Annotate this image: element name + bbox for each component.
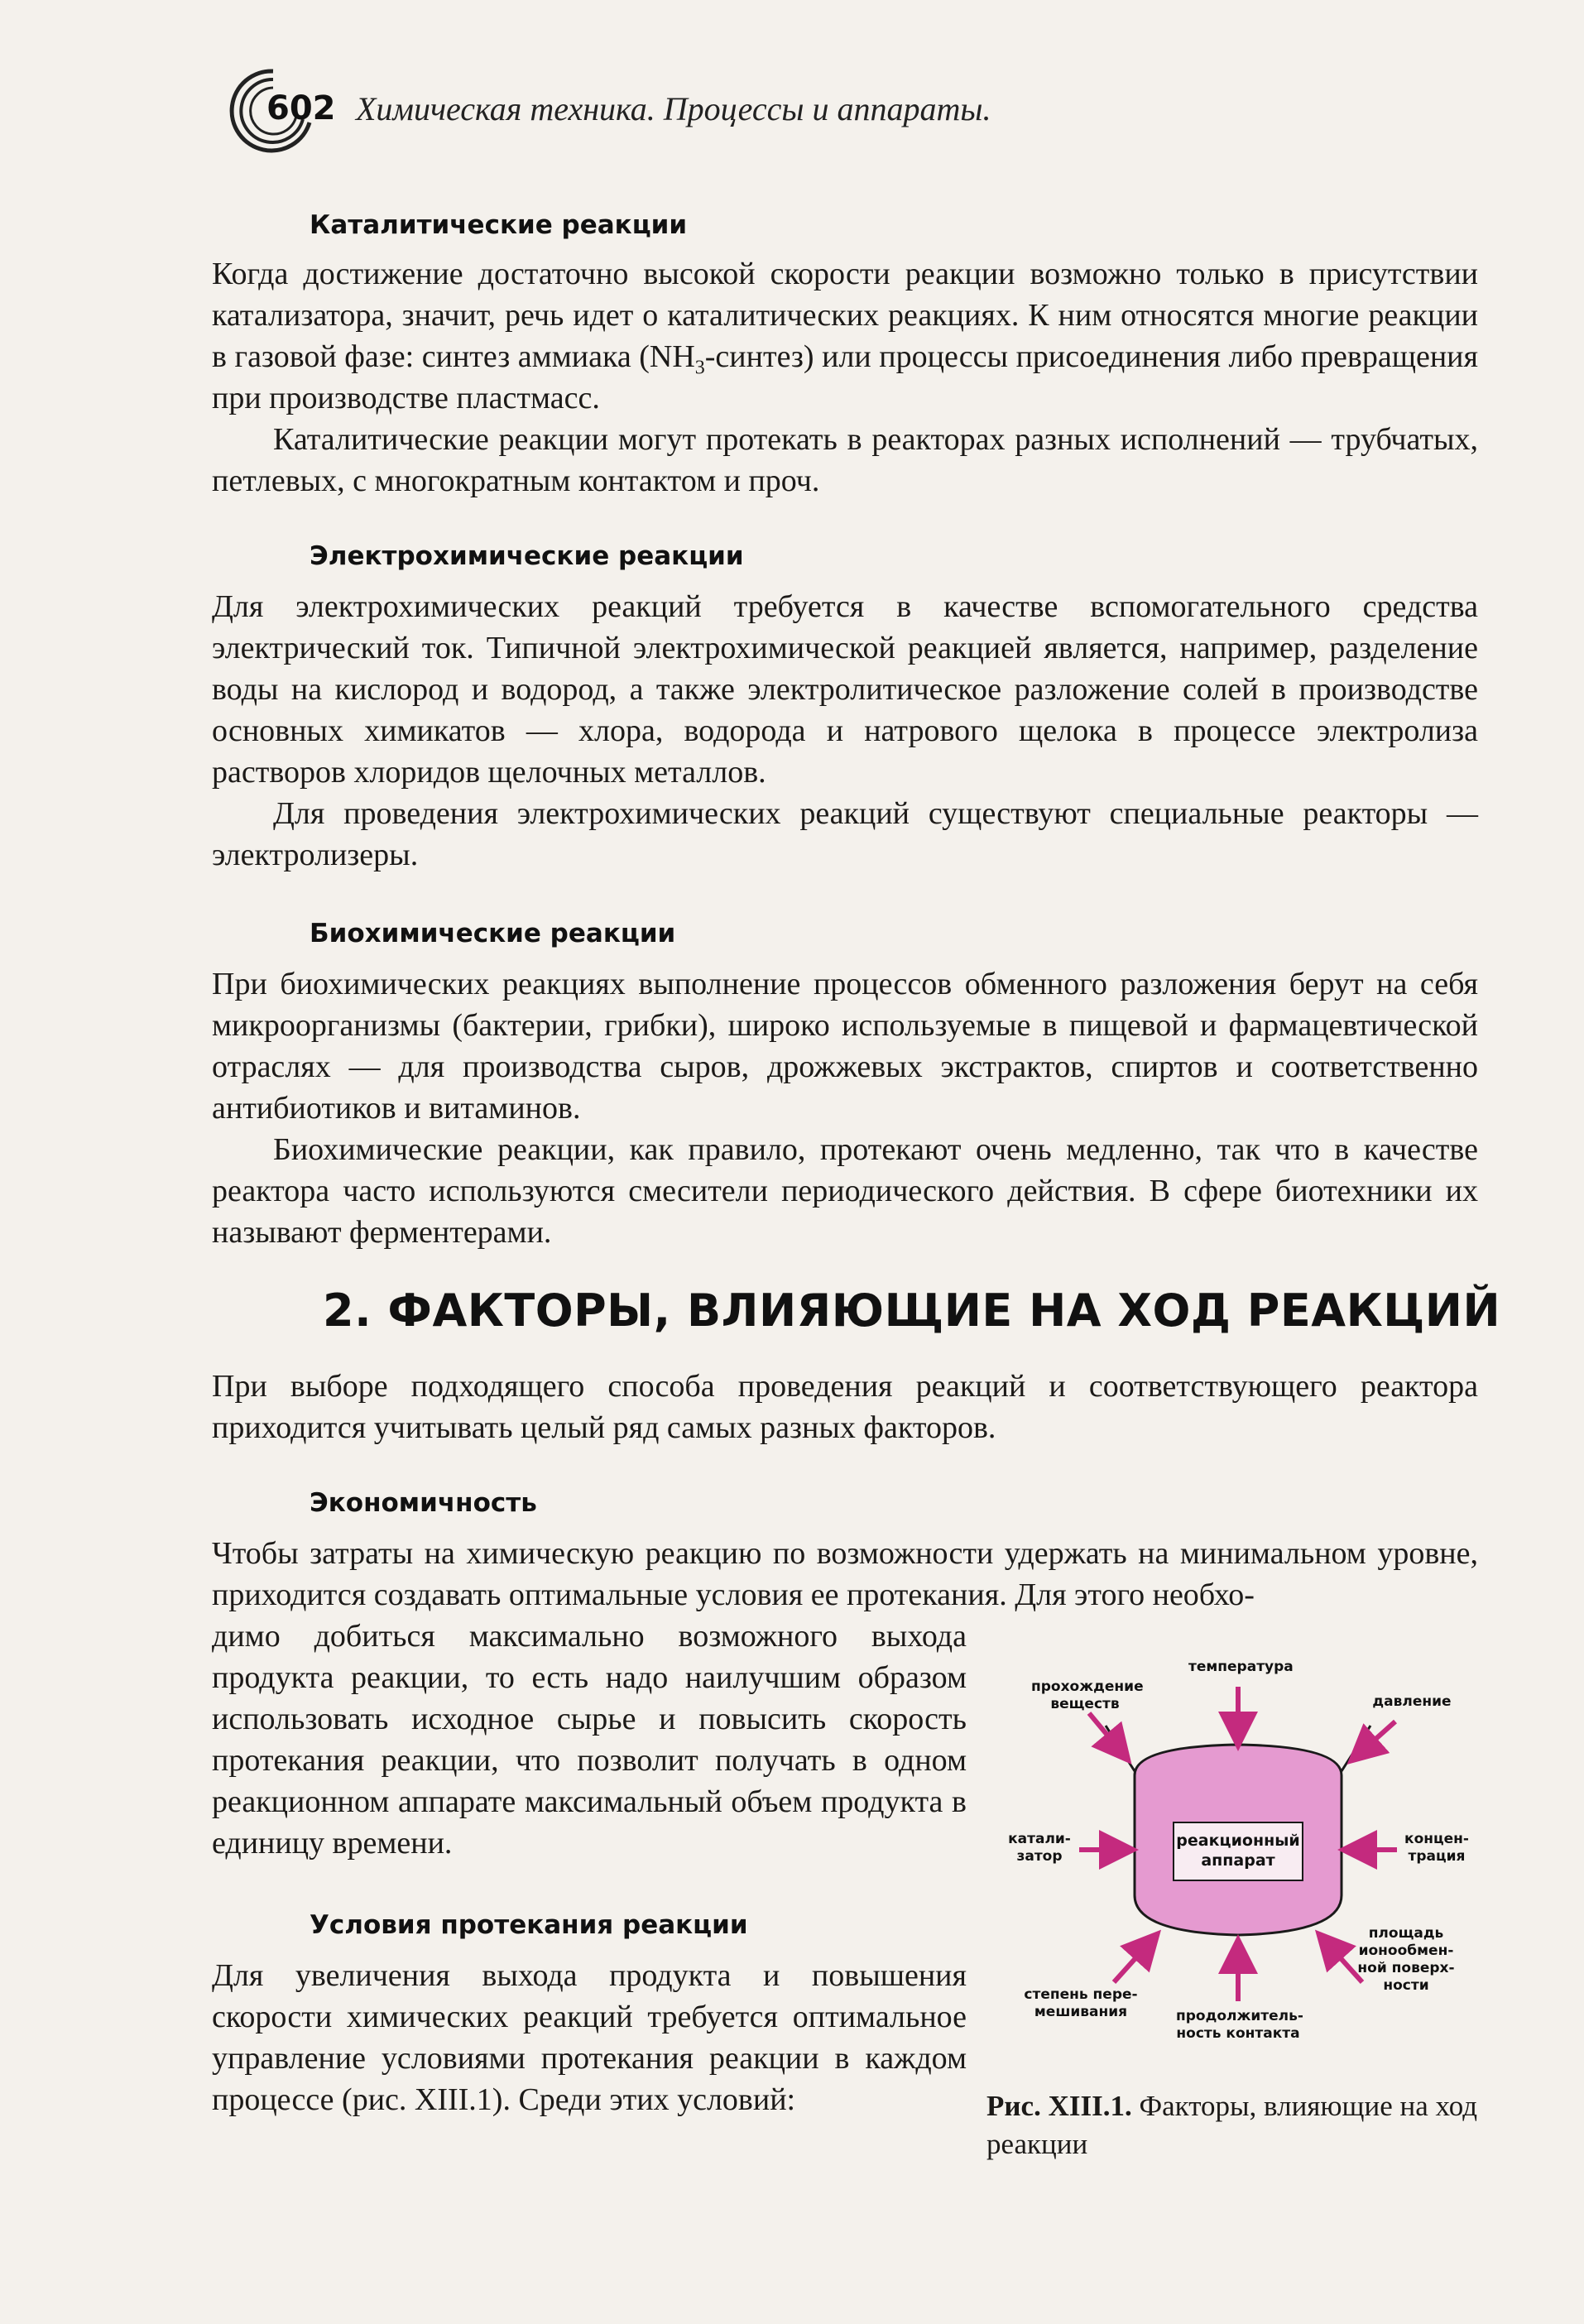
- page-number: 602: [266, 89, 336, 127]
- electrochemical-paragraph-2: Для проведения электрохимических реакций существуют специальные реакторы — электролизеры.: [212, 796, 1478, 872]
- reactor-label: реакционный аппарат: [1176, 1832, 1300, 1870]
- section-intro-paragraph: При выборе подходящего способа проведения реакций и соответствующего реактора приходится учитывать целый ряд самых разных факторов.: [212, 1369, 1478, 1445]
- arrow-flow: [1089, 1713, 1122, 1753]
- label-flow: прохождение веществ: [1031, 1678, 1144, 1712]
- biochemical-heading: Биохимические реакции: [310, 919, 676, 948]
- running-title: Химическая техника. Процессы и аппараты.: [356, 90, 991, 127]
- catalytic-paragraph-1: Когда достижение достаточно высокой скорости реакции возможно только в присутствии катализатора, значит, речь идет о каталитических реакциях. К ним относятся многие реакции в газовой фазе: синтез аммиака $(NH_3-синтез)$ или процессы присоединения либо превращения при производстве пластмасс.: [212, 257, 1478, 415]
- section-intro: [212, 1366, 1478, 1448]
- caption-text: Факторы, влияющие на ход реакции: [986, 2090, 1478, 2160]
- conditions-heading: Условия протекания реакции: [310, 1910, 748, 1940]
- section-title: 2. ФАКТОРЫ, ВЛИЯЮЩИЕ НА ХОД РЕАКЦИЙ: [323, 1284, 1501, 1337]
- label-surface: площадь ионообмен- ной поверх- ности: [1357, 1925, 1455, 1994]
- page-header: [223, 65, 1465, 156]
- biochemical-text: [212, 963, 1478, 1253]
- figure-caption: [986, 2087, 1483, 2163]
- conditions-paragraph: Для увеличения выхода продукта и повышения скорости химических реакций требуется оптимальное управление условиями протекания реакции в каждом процессе (рис. XIII.1). Среди этих условий:: [212, 1958, 967, 2117]
- biochemical-paragraph-1: При биохимических реакциях выполнение процессов обменного разложения берут на себя микроорганизмы (бактерии, грибки), широко используемые в пищевой и фармацевтической отраслях — для производства сыров, дрожжевых экстрактов, спиртов и соответственно антибиотиков и витаминов.: [212, 967, 1478, 1126]
- electrochemical-heading: Электрохимические реакции: [310, 541, 744, 571]
- catalytic-paragraph-2: Каталитические реакции могут протекать в реакторах разных исполнений — трубчатых, петлевых, с многократным контактом и проч.: [212, 422, 1478, 498]
- biochemical-paragraph-2: Биохимические реакции, как правило, протекают очень медленно, так что в качестве реактора часто используются смесители периодического действия. В сфере биотехники их называют ферментерами.: [212, 1132, 1478, 1250]
- label-mixing: степень пере- мешивания: [1024, 1986, 1138, 2020]
- arrow-mixing: [1114, 1941, 1151, 1982]
- caption-number: Рис. XIII.1.: [986, 2090, 1132, 2122]
- label-temperature: температура: [1188, 1659, 1294, 1675]
- reactor-factors-diagram: [990, 1647, 1486, 2094]
- electrochemical-paragraph-1: Для электрохимических реакций требуется в качестве вспомогательного средства электрический ток. Типичной электрохимической реакцией является, например, разделение воды на кислород и водород, а также электролитическое разложение солей в производстве основных химикатов — хлора, водорода и натрового щелока в процессе электролиза растворов хлоридов щелочных металлов.: [212, 589, 1478, 790]
- economy-paragraph-narrow: димо добиться максимально возможного выхода продукта реакции, то есть надо наилучшим образом использовать исходное сырье и повысить скорость протекания реакции, что позволит получать в одном реакционном аппарате максимальный объем продукта в единицу времени.: [212, 1619, 967, 1861]
- economy-heading: Экономичность: [310, 1488, 537, 1518]
- economy-paragraph-wide: Чтобы затраты на химическую реакцию по возможности удержать на минимальном уровне, приходится создавать оптимальные условия ее протекания. Для этого необхо-: [212, 1536, 1478, 1612]
- electrochemical-text: [212, 586, 1478, 876]
- label-catalyst: катали- затор: [1008, 1831, 1071, 1865]
- label-concentration: концен- трация: [1404, 1831, 1469, 1865]
- label-contact-time: продолжитель- ность контакта: [1176, 2008, 1303, 2042]
- catalytic-text: [212, 253, 1478, 502]
- catalytic-heading: Каталитические реакции: [310, 210, 688, 240]
- label-pressure: давление: [1372, 1693, 1452, 1710]
